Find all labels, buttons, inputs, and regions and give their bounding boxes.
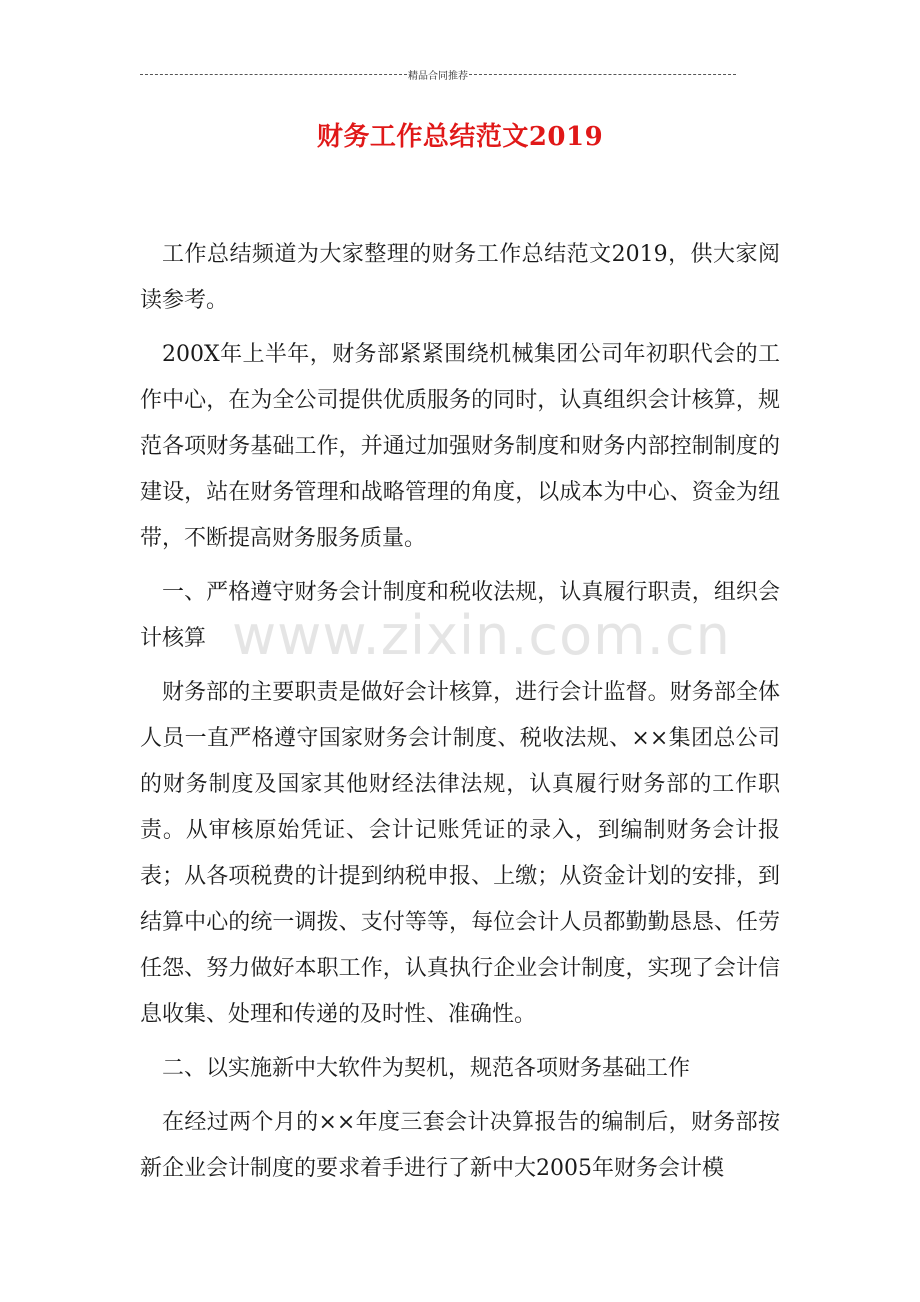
paragraph-section-1: 财务部的主要职责是做好会计核算，进行会计监督。财务部全体人员一直严格遵守国家财务会计制度、税收法规、××集团总公司的财务制度及国家其他财经法律法规，认真履行财务部的工作职责。从审核原始凭证、会计记账凭证的录入，到编制财务会计报表；从各项税费的计提到纳税申报、上缴；从资金计划的安排，到结算中心的统一调拨、支付等等，每位会计人员都勤勤恳恳、任劳任怨、努力做好本职工作，认真执行企业会计制度，实现了会计信息收集、处理和传递的及时性、准确性。 — [140, 680, 780, 1027]
paragraph-section-2: 在经过两个月的××年度三套会计决算报告的编制后，财务部按新企业会计制度的要求着手进行了新中大2005年财务会计模 — [140, 1110, 780, 1181]
header-dash-right — [469, 74, 736, 75]
header-label: 精品合同推荐 — [408, 70, 468, 82]
header-dash-left — [140, 74, 407, 75]
page-header — [140, 67, 736, 81]
section-heading-2: 二、以实施新中大软件为契机，规范各项财务基础工作 — [162, 1056, 691, 1081]
watermark: www.zixin.com.cn — [232, 604, 731, 667]
paragraph-intro: 工作总结频道为大家整理的财务工作总结范文2019，供大家阅读参考。 — [140, 242, 780, 313]
paragraph-overview: 200X年上半年，财务部紧紧围绕机械集团公司年初职代会的工作中心，在为全公司提供优质服务的同时，认真组织会计核算，规范各项财务基础工作，并通过加强财务制度和财务内部控制制度的建设，站在财务管理和战略管理的角度，以成本为中心、资金为纽带，不断提高财务服务质量。 — [140, 342, 780, 551]
section-heading-1: 一、严格遵守财务会计制度和税收法规，认真履行职责，组织会计核算 — [140, 580, 780, 651]
document-body — [140, 232, 780, 1200]
document-title: 财务工作总结范文2019 — [316, 122, 604, 152]
